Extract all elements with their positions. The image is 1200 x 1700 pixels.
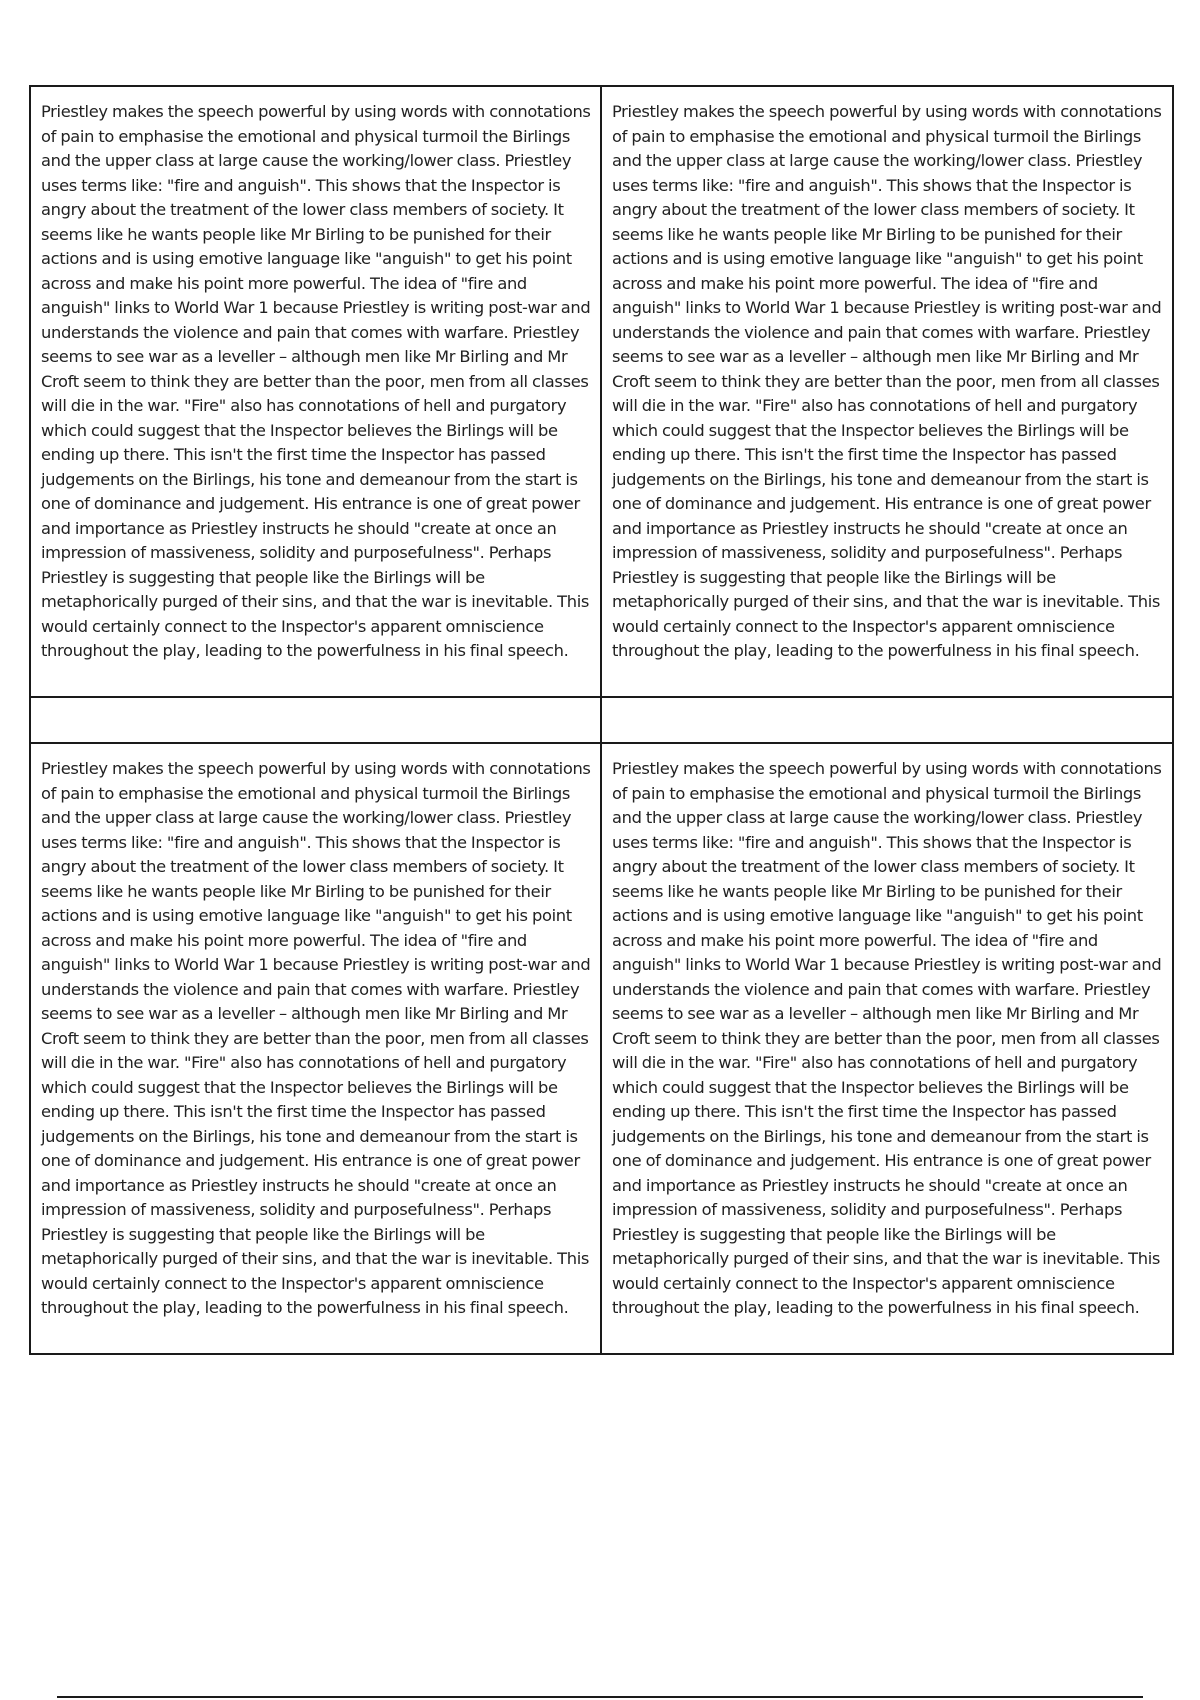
table-cell-top-right	[601, 86, 1173, 697]
table-cell-empty-left	[30, 697, 601, 743]
essay-paragraph-top-right: Priestley makes the speech powerful by using words with connotations of pain to emphasise the emotional and physical turmoil the Birlings and the upper class at large cause the working/lower class. Priestley uses terms like: "fire and anguish". This shows that the Inspector is angry about the treatment of the lower class members of society. It seems like he wants people like Mr Birling to be punished for their actions and is using emotive language like "anguish" to get his point across and make his point more powerful. The idea of "fire and anguish" links to World War 1 because Priestley is writing post-war and understands the violence and pain that comes with warfare. Priestley seems to see war as a leveller – although men like Mr Birling and Mr Croft seem to think they are better than the poor, men from all classes will die in the war. "Fire" also has connotations of hell and purgatory which could suggest that the Inspector believes the Birlings will be ending up there. This isn't the first time the Inspector has passed judgements on the Birlings, his tone and demeanour from the start is one of dominance and judgement. His entrance is one of great power and importance as Priestley instructs he should "create at once an impression of massiveness, solidity and purposefulness". Perhaps Priestley is suggesting that people like the Birlings will be metaphorically purged of their sins, and that the war is inevitable. This would certainly connect to the Inspector's apparent omniscience throughout the play, leading to the powerfulness in his final speech.	[612, 102, 1162, 660]
table-cell-top-left	[30, 86, 601, 697]
essay-paragraph-bottom-left: Priestley makes the speech powerful by using words with connotations of pain to emphasise the emotional and physical turmoil the Birlings and the upper class at large cause the working/lower class. Priestley uses terms like: "fire and anguish". This shows that the Inspector is angry about the treatment of the lower class members of society. It seems like he wants people like Mr Birling to be punished for their actions and is using emotive language like "anguish" to get his point across and make his point more powerful. The idea of "fire and anguish" links to World War 1 because Priestley is writing post-war and understands the violence and pain that comes with warfare. Priestley seems to see war as a leveller – although men like Mr Birling and Mr Croft seem to think they are better than the poor, men from all classes will die in the war. "Fire" also has connotations of hell and purgatory which could suggest that the Inspector believes the Birlings will be ending up there. This isn't the first time the Inspector has passed judgements on the Birlings, his tone and demeanour from the start is one of dominance and judgement. His entrance is one of great power and importance as Priestley instructs he should "create at once an impression of massiveness, solidity and purposefulness". Perhaps Priestley is suggesting that people like the Birlings will be metaphorically purged of their sins, and that the war is inevitable. This would certainly connect to the Inspector's apparent omniscience throughout the play, leading to the powerfulness in his final speech.	[41, 759, 591, 1317]
table-cell-bottom-left	[30, 743, 601, 1354]
footer-divider	[57, 1696, 1143, 1698]
table-row-top	[30, 86, 1173, 697]
essay-paragraph-bottom-right: Priestley makes the speech powerful by using words with connotations of pain to emphasise the emotional and physical turmoil the Birlings and the upper class at large cause the working/lower class. Priestley uses terms like: "fire and anguish". This shows that the Inspector is angry about the treatment of the lower class members of society. It seems like he wants people like Mr Birling to be punished for their actions and is using emotive language like "anguish" to get his point across and make his point more powerful. The idea of "fire and anguish" links to World War 1 because Priestley is writing post-war and understands the violence and pain that comes with warfare. Priestley seems to see war as a leveller – although men like Mr Birling and Mr Croft seem to think they are better than the poor, men from all classes will die in the war. "Fire" also has connotations of hell and purgatory which could suggest that the Inspector believes the Birlings will be ending up there. This isn't the first time the Inspector has passed judgements on the Birlings, his tone and demeanour from the start is one of dominance and judgement. His entrance is one of great power and importance as Priestley instructs he should "create at once an impression of massiveness, solidity and purposefulness". Perhaps Priestley is suggesting that people like the Birlings will be metaphorically purged of their sins, and that the war is inevitable. This would certainly connect to the Inspector's apparent omniscience throughout the play, leading to the powerfulness in his final speech.	[612, 759, 1162, 1317]
table-cell-empty-right	[601, 697, 1173, 743]
table-row-bottom	[30, 743, 1173, 1354]
essay-paragraph-top-left: Priestley makes the speech powerful by using words with connotations of pain to emphasise the emotional and physical turmoil the Birlings and the upper class at large cause the working/lower class. Priestley uses terms like: "fire and anguish". This shows that the Inspector is angry about the treatment of the lower class members of society. It seems like he wants people like Mr Birling to be punished for their actions and is using emotive language like "anguish" to get his point across and make his point more powerful. The idea of "fire and anguish" links to World War 1 because Priestley is writing post-war and understands the violence and pain that comes with warfare. Priestley seems to see war as a leveller – although men like Mr Birling and Mr Croft seem to think they are better than the poor, men from all classes will die in the war. "Fire" also has connotations of hell and purgatory which could suggest that the Inspector believes the Birlings will be ending up there. This isn't the first time the Inspector has passed judgements on the Birlings, his tone and demeanour from the start is one of dominance and judgement. His entrance is one of great power and importance as Priestley instructs he should "create at once an impression of massiveness, solidity and purposefulness". Perhaps Priestley is suggesting that people like the Birlings will be metaphorically purged of their sins, and that the war is inevitable. This would certainly connect to the Inspector's apparent omniscience throughout the play, leading to the powerfulness in his final speech.	[41, 102, 591, 660]
essay-table	[29, 85, 1174, 1355]
table-row-spacer	[30, 697, 1173, 743]
table-cell-bottom-right	[601, 743, 1173, 1354]
